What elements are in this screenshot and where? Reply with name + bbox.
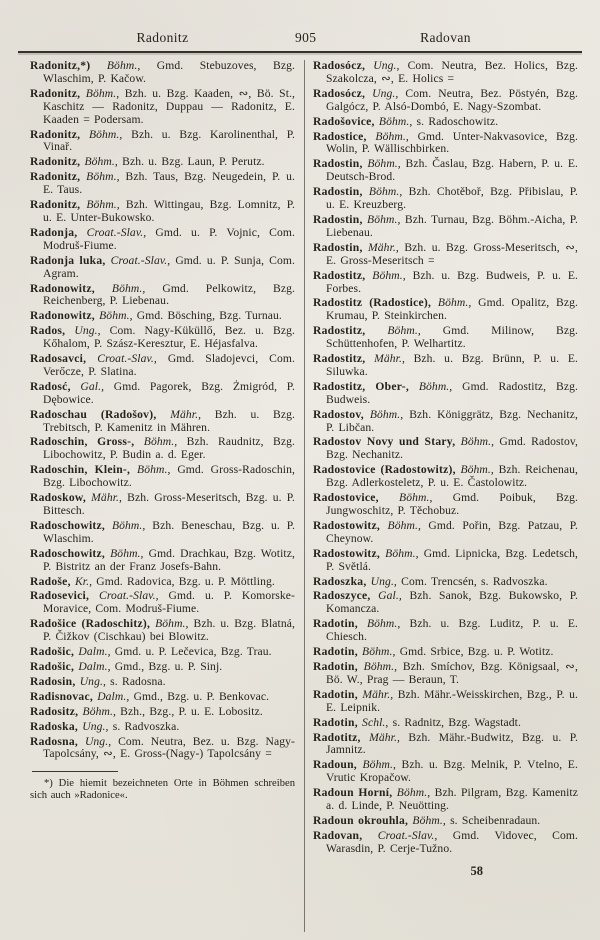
entry-region: Dalm.,	[78, 645, 111, 659]
entry-headword: Radostitz,	[313, 324, 366, 338]
entry-text: Bzh. Reichenau, Bzg. Adlerkosteletz, P. u. E. Častolowitz.	[326, 463, 578, 490]
entry-text: Gmd., Bzg. u. P. Sinj.	[114, 659, 223, 673]
gazetteer-entry	[313, 88, 578, 114]
running-header	[0, 0, 600, 46]
entry-text: Bzh. Mähr.-Weisskirchen, Bzg., P. u. E. Leipnik.	[326, 687, 578, 714]
entry-region: Böhm.,	[367, 157, 401, 171]
entry-text: Gmd. Opalitz, Bzg. Krumau, P. Steinkirchen.	[326, 296, 578, 323]
entry-text: Gmd., Bzg. u. P. Benkovac.	[133, 689, 270, 703]
entry-text: Bzh. Sanok, Bzg. Bukowsko, P. Komancza.	[326, 589, 578, 616]
entry-headword: Radonja,	[30, 225, 78, 239]
entry-headword: Radosć,	[30, 379, 71, 393]
entry-text: Bzh. u. Bzg. Kaaden, ∾, Bö. St., Kaschitz — Radonitz, Duppau — Radonitz, E. Kaaden = Podersam.	[43, 86, 295, 126]
entry-text: Gmd. Radostov, Bzg. Nechanitz.	[326, 435, 578, 462]
entry-text: Gmd. Drachkau, Bzg. Wotitz, P. Bistritz an der Franz Josefs-Bahn.	[43, 546, 295, 573]
gazetteer-entry	[313, 158, 578, 184]
gazetteer-entry	[313, 186, 578, 212]
entry-headword: Radostowitz,	[313, 546, 381, 560]
gazetteer-entry	[313, 270, 578, 296]
entry-text: Gmd. Sladojevci, Com. Verőcze, P. Slatina.	[43, 352, 295, 378]
entry-text: Gmd. Pelkowitz, Bzg. Reichenberg, P. Liebenau.	[43, 281, 295, 308]
entry-headword: Radoun okrouhla,	[313, 813, 409, 827]
gazetteer-entry	[30, 199, 295, 225]
gazetteer-entry	[30, 353, 295, 379]
entry-region: Böhm.,	[82, 704, 116, 718]
entry-region: Böhm.,	[418, 379, 453, 393]
entry-text: Bzh. Beneschau, Bzg. u. P. Wlaschim.	[43, 518, 295, 545]
entry-text: Com. Nagy-Küküllő, Bez. u. Bzg. Kőhalom, P. Szász-Keresztur, E. Héjasfalva.	[43, 324, 295, 351]
gazetteer-entry	[30, 156, 295, 169]
entry-region: Böhm.,	[368, 185, 403, 199]
entry-headword: Radostowitz,	[313, 518, 381, 532]
entry-text: Com. Trencsén, s. Radvoszka.	[401, 574, 548, 588]
entry-text: Gmd. Pagorek, Bzg. Żmigród, P. Dębowice.	[43, 379, 295, 406]
entry-headword: Radostin,	[313, 212, 363, 226]
gazetteer-entry	[313, 60, 578, 86]
entry-text: s. Radoschowitz.	[416, 114, 499, 128]
gazetteer-entry	[30, 492, 295, 518]
entry-headword: Radostin,	[313, 185, 363, 199]
entry-headword: Radosin,	[30, 674, 76, 688]
entry-region: Mähr.,	[91, 491, 123, 505]
gazetteer-entry	[313, 464, 578, 490]
gazetteer-entry	[30, 381, 295, 407]
gazetteer-entry	[30, 618, 295, 644]
entry-headword: Radošice (Radoschitz),	[30, 617, 151, 631]
gazetteer-entry	[313, 717, 578, 730]
entry-region: Böhm.,	[372, 268, 406, 282]
gazetteer-entry	[313, 242, 578, 268]
entry-text: Bzh. u. Bzg. Melnik, P. Vtelno, E. Vrutic Kropačow.	[326, 758, 578, 785]
gazetteer-entry	[313, 520, 578, 546]
entry-text: Gmd. Vidovec, Com. Warasdin, P. Cerje-Tužno.	[326, 828, 578, 855]
entry-text: Gmd. Gross-Radoschin, Bzg. Libochowitz.	[43, 463, 295, 490]
entry-text: Bzh. Königgrätz, Bzg. Nechanitz, P. Libčan.	[326, 407, 578, 434]
entry-region: Croat.-Slav.,	[86, 225, 147, 239]
gazetteer-entry	[313, 214, 578, 240]
entry-headword: Radisnovac,	[30, 689, 93, 703]
gazetteer-entry	[30, 576, 295, 589]
entry-region: Böhm.,	[399, 491, 433, 505]
entry-region: Dalm.,	[97, 689, 130, 703]
gazetteer-entry	[313, 646, 578, 659]
entry-text: Com. Neutra, Bez. Holics, Bzg. Szakolcza, ∾, E. Holics =	[326, 60, 578, 85]
entry-headword: Radonowitz,	[30, 309, 95, 323]
entry-region: Böhm.,	[385, 546, 419, 560]
gazetteer-entry	[313, 618, 578, 644]
entry-text: Gmd. Radovica, Bzg. u. P. Möttling.	[96, 574, 275, 588]
entry-region: Mähr.,	[170, 407, 202, 421]
gazetteer-entry	[313, 131, 578, 157]
entry-region: Gal.,	[80, 379, 105, 393]
entry-region: Schl.,	[362, 715, 389, 729]
entry-headword: Radovan,	[313, 828, 363, 842]
entry-region: Ung.,	[84, 734, 112, 748]
entry-headword: Radoschowitz,	[30, 546, 106, 560]
entry-headword: Radoše,	[30, 574, 71, 588]
entry-region: Ung.,	[82, 719, 109, 733]
gazetteer-entry	[313, 116, 578, 129]
entry-headword: Radotin,	[313, 645, 358, 659]
entry-text: Bzh. u. Bzg. Laun, P. Perutz.	[122, 155, 265, 169]
entry-region: Mähr.,	[368, 240, 399, 254]
entry-headword: Radosevici,	[30, 589, 90, 603]
entry-headword: Radostitz,	[313, 268, 366, 282]
entry-region: Böhm.,	[86, 170, 120, 184]
entry-region: Böhm.,	[362, 645, 396, 659]
gazetteer-entry	[313, 492, 578, 518]
entry-region: Ung.,	[370, 574, 397, 588]
entry-text: Bzh. Wittingau, Bzg. Lomnitz, P. u. E. Unter-Bukowsko.	[43, 198, 295, 224]
gazetteer-entry	[30, 706, 295, 719]
entry-region: Mähr.,	[369, 730, 400, 744]
entry-region: Böhm.,	[88, 127, 123, 141]
gazetteer-entry	[30, 676, 295, 689]
header-page-number: 905	[295, 30, 317, 45]
entry-text: Bzh. u. Bzg. Budweis, P. u. E. Forbes.	[326, 268, 578, 295]
entry-text: Gmd. Bösching, Bzg. Turnau.	[136, 309, 282, 323]
gazetteer-entry	[313, 689, 578, 715]
gazetteer-entry	[30, 409, 295, 435]
gazetteer-entry	[313, 759, 578, 785]
left-column	[30, 60, 295, 940]
entry-text: Bzh. Pilgram, Bzg. Kamenitz a. d. Linde, P. Neuötting.	[326, 786, 578, 813]
gazetteer-entry	[313, 436, 578, 462]
entry-text: Gmd. Srbice, Bzg. u. P. Wotitz.	[399, 645, 554, 659]
entry-text: Bzh. Chotěboř, Bzg. Přibislau, P. u. E. Kreuzberg.	[326, 185, 578, 212]
entry-headword: Radosócz,	[313, 60, 366, 72]
entry-text: Com. Neutra, Bez. u. Bzg. Nagy-Tapolcsány, ∾, E. Gross-(Nagy-) Tapolcsány =	[43, 734, 295, 761]
gazetteer-entry	[30, 227, 295, 253]
entry-region: Böhm.,	[460, 463, 494, 477]
entry-region: Ung.,	[373, 60, 400, 72]
gazetteer-entry	[313, 787, 578, 813]
gazetteer-entry	[313, 297, 578, 323]
header-keyword-left: Radonitz	[136, 30, 189, 45]
entry-text: Bzh. Taus, Bzg. Neugedein, P. u. E. Taus.	[43, 170, 295, 197]
gazetteer-entry	[30, 721, 295, 734]
entry-region: Ung.,	[74, 324, 101, 338]
entry-region: Böhm.,	[367, 212, 401, 226]
entry-region: Mähr.,	[362, 687, 394, 701]
entry-text: Bzh. Turnau, Bzg. Böhm.-Aicha, P. Liebenau.	[326, 212, 578, 239]
entry-text: Bzh., Bzg., P. u. E. Lobositz.	[120, 704, 263, 718]
entry-headword: Radonja luka,	[30, 253, 106, 267]
entry-headword: Radonitz,	[30, 155, 81, 169]
entry-region: Böhm.,	[437, 296, 472, 310]
footnote-text: *) Die hiemit bezeichneten Orte in Böhmen schreiben sich auch »Radonice«.	[30, 778, 295, 802]
entry-headword: Radostitz (Radostice),	[313, 296, 432, 310]
gazetteer-entry	[313, 353, 578, 379]
gazetteer-entry	[30, 520, 295, 546]
gazetteer-entry	[313, 830, 578, 856]
entry-region: Croat.-Slav.,	[110, 253, 171, 267]
entry-text: Bzh. u. Bzg. Luditz, P. u. E. Chiesch.	[326, 617, 578, 644]
entry-headword: Radositz,	[30, 704, 79, 718]
entry-region: Böhm.,	[387, 324, 421, 338]
entry-region: Böhm.,	[387, 518, 421, 532]
entry-headword: Radostin,	[313, 157, 363, 171]
gazetteer-entry	[313, 590, 578, 616]
entry-headword: Radonitz,	[30, 170, 81, 184]
entry-text: Bzh. Raudnitz, Bzg. Libochowitz, P. Budin a. d. Eger.	[43, 435, 295, 462]
entry-region: Kr.,	[74, 574, 93, 588]
entry-region: Croat.-Slav.,	[99, 589, 159, 603]
entry-text: Gmd. Stebuzoves, Bzg. Wlaschim, P. Kačow.	[43, 60, 295, 85]
entry-text: s. Radnitz, Bzg. Wagstadt.	[392, 715, 521, 729]
entry-text: Bzh. Mähr.-Budwitz, Bzg. u. P. Jamnitz.	[326, 730, 578, 757]
entry-region: Böhm.,	[110, 546, 144, 560]
gazetteer-entry	[30, 255, 295, 281]
gazetteer-entry	[30, 171, 295, 197]
gazetteer-entry	[30, 691, 295, 704]
entry-region: Böhm.,	[111, 281, 146, 295]
entry-text: Gmd. Radostitz, Bzg. Budweis.	[326, 379, 578, 406]
entry-headword: Radosócz,	[313, 86, 366, 100]
entry-region: Böhm.,	[155, 617, 189, 631]
entry-headword: Radoschau (Radošov),	[30, 407, 157, 421]
entry-headword: Radostovice,	[313, 491, 379, 505]
entry-headword: Radoschin, Gross-,	[30, 435, 135, 449]
entry-region: Ung.,	[79, 674, 106, 688]
sheet-number: 58	[470, 863, 483, 878]
entry-text: Gmd. Milinow, Bzg. Schüttenhofen, P. Welhartitz.	[326, 324, 578, 351]
entry-text: Gmd. u. P. Sunja, Com. Agram.	[43, 253, 295, 280]
entry-text: Bzh. u. Bzg. Trebitsch, P. Kamenitz in Mähren.	[43, 407, 295, 434]
gazetteer-entry	[313, 409, 578, 435]
entry-headword: Radošic,	[30, 659, 75, 673]
entry-headword: Radoun,	[313, 758, 357, 772]
entry-headword: Radostice,	[313, 129, 367, 143]
entry-region: Böhm.,	[375, 129, 409, 143]
gazetteer-entry	[30, 661, 295, 674]
entry-headword: Radoszyce,	[313, 589, 371, 603]
entry-headword: Radotin,	[313, 617, 358, 631]
entry-headword: Radonitz,	[30, 127, 81, 141]
entry-headword: Radoska,	[30, 719, 79, 733]
right-column	[313, 60, 578, 940]
entry-region: Böhm.,	[99, 309, 133, 323]
entry-text: s. Radvoszka.	[112, 719, 180, 733]
entry-headword: Radostovice (Radostowitz),	[313, 463, 456, 477]
entry-region: Croat.-Slav.,	[97, 352, 157, 366]
entry-text: Bzh. u. Bzg. Brünn, P. u. E. Siluwka.	[326, 352, 578, 378]
entry-headword: Radoschowitz,	[30, 518, 106, 532]
footnote-rule	[32, 771, 118, 772]
entry-text: Gmd. Unter-Nakvasovice, Bzg. Wolin, P. Wällischbirken.	[326, 129, 578, 156]
gazetteer-entry	[30, 283, 295, 309]
entry-region: Böhm.,	[378, 114, 413, 128]
entry-text: Gmd. Poibuk, Bzg. Jungwoschitz, P. Těchobuz.	[326, 491, 578, 517]
gazetteer-entry	[30, 464, 295, 490]
entry-headword: Radoun Horní,	[313, 786, 393, 800]
entry-headword: Radotitz,	[313, 730, 361, 744]
entry-headword: Radotin,	[313, 687, 358, 701]
entry-text: s. Scheibenradaun.	[450, 813, 541, 827]
entry-region: Böhm.,	[143, 435, 178, 449]
gazetteer-entry	[30, 129, 295, 155]
gazetteer-entry	[30, 88, 295, 127]
header-keyword-right: Radovan	[420, 30, 471, 45]
entry-text: Bzh. u. Bzg. Blatná, P. Čižkov (Cischkau) bei Blowitz.	[43, 617, 295, 644]
gazetteer-entry	[313, 548, 578, 574]
entry-region: Böhm.,	[363, 659, 398, 673]
entry-region: Böhm.,	[460, 435, 495, 449]
gazetteer-entry	[313, 576, 578, 589]
gazetteer-entry	[30, 436, 295, 462]
gazetteer-entry	[30, 736, 295, 762]
entry-text: Bzh. Časlau, Bzg. Habern, P. u. E. Deutsch-Brod.	[326, 157, 578, 184]
entry-headword: Radoschin, Klein-,	[30, 463, 131, 477]
entry-headword: Radostin,	[313, 240, 363, 254]
entry-region: Böhm.,	[137, 463, 171, 477]
entry-headword: Radostitz,	[313, 352, 366, 366]
entry-headword: Radostov,	[313, 407, 364, 421]
entry-text: s. Radosna.	[110, 674, 166, 688]
entry-headword: Radonowitz,	[30, 281, 95, 295]
entry-region: Ung.,	[372, 86, 399, 100]
gazetteer-entry	[30, 325, 295, 351]
two-column-body	[0, 53, 600, 940]
entry-headword: Radošovice,	[313, 114, 375, 128]
entry-region: Böhm.,	[369, 407, 404, 421]
entry-text: Bzh. u. Bzg. Gross-Meseritsch, ∾, E. Gross-Meseritsch =	[326, 240, 578, 267]
entry-text: Gmd. u. P. Komorske-Moravice, Com. Modruš-Fiume.	[43, 589, 295, 616]
gazetteer-entry	[313, 732, 578, 758]
entry-region: Böhm.,	[86, 198, 120, 212]
entry-text: Gmd. u. P. Vojnic, Com. Modruš-Fiume.	[43, 225, 295, 252]
entry-region: Böhm.,	[396, 786, 431, 800]
entry-region: Böhm.,	[106, 60, 141, 72]
entry-headword: Radosavci,	[30, 352, 87, 366]
gazetteer-entry	[30, 310, 295, 323]
entry-text: Bzh. u. Bzg. Karolinenthal, P. Vinař.	[43, 127, 295, 154]
entry-region: Croat.-Slav.,	[377, 828, 438, 842]
column-divider	[304, 60, 305, 932]
gazetteer-entry	[313, 381, 578, 407]
entry-region: Böhm.,	[362, 758, 396, 772]
gazetteer-entry	[313, 325, 578, 351]
entry-region: Böhm.,	[85, 86, 120, 100]
entry-headword: Radoszka,	[313, 574, 367, 588]
entry-headword: Radotin,	[313, 715, 358, 729]
entry-headword: Radoskow,	[30, 491, 87, 505]
entry-text: Bzh. Smíchov, Bzg. Königsaal, ∾, Bö. W., Prag — Beraun, T.	[326, 659, 578, 686]
entry-region: Böhm.,	[412, 813, 446, 827]
entry-headword: Rados,	[30, 324, 66, 338]
entry-headword: Radošic,	[30, 645, 75, 659]
entry-text: Gmd. u. P. Lečevica, Bzg. Trau.	[114, 645, 272, 659]
gazetteer-entry	[30, 548, 295, 574]
entry-text: Bzh. Gross-Meseritsch, Bzg. u. P. Bittesch.	[43, 491, 295, 517]
gazetteer-entry	[30, 646, 295, 659]
entry-region: Gal.,	[378, 589, 402, 603]
entry-headword: Radotin,	[313, 659, 358, 673]
entry-region: Mähr.,	[374, 352, 405, 366]
entry-headword: Radostov Novy und Stary,	[313, 435, 456, 449]
gazetteer-entry	[313, 661, 578, 687]
gazetteer-entry	[313, 815, 578, 828]
entry-region: Dalm.,	[78, 659, 111, 673]
entry-headword: Radosna,	[30, 734, 79, 748]
entry-text: Gmd. Pořin, Bzg. Patzau, P. Cheynow.	[326, 518, 578, 545]
entry-headword: Radostitz, Ober-,	[313, 379, 409, 393]
entry-headword: Radonitz,	[30, 198, 81, 212]
entry-region: Böhm.,	[111, 518, 146, 532]
entry-headword: Radonitz,	[30, 86, 81, 100]
entry-text: Com. Neutra, Bez. Pöstyén, Bzg. Galgócz, P. Alsó-Dombó, E. Nagy-Szombat.	[326, 86, 578, 113]
entry-text: Gmd. Lipnicka, Bzg. Ledetsch, P. Světlá.	[326, 546, 578, 573]
gazetteer-entry	[30, 590, 295, 616]
gazetteer-entry	[30, 60, 295, 86]
entry-region: Böhm.,	[84, 155, 118, 169]
entry-headword: Radonitz,*)	[30, 60, 91, 72]
entry-region: Böhm.,	[366, 617, 401, 631]
